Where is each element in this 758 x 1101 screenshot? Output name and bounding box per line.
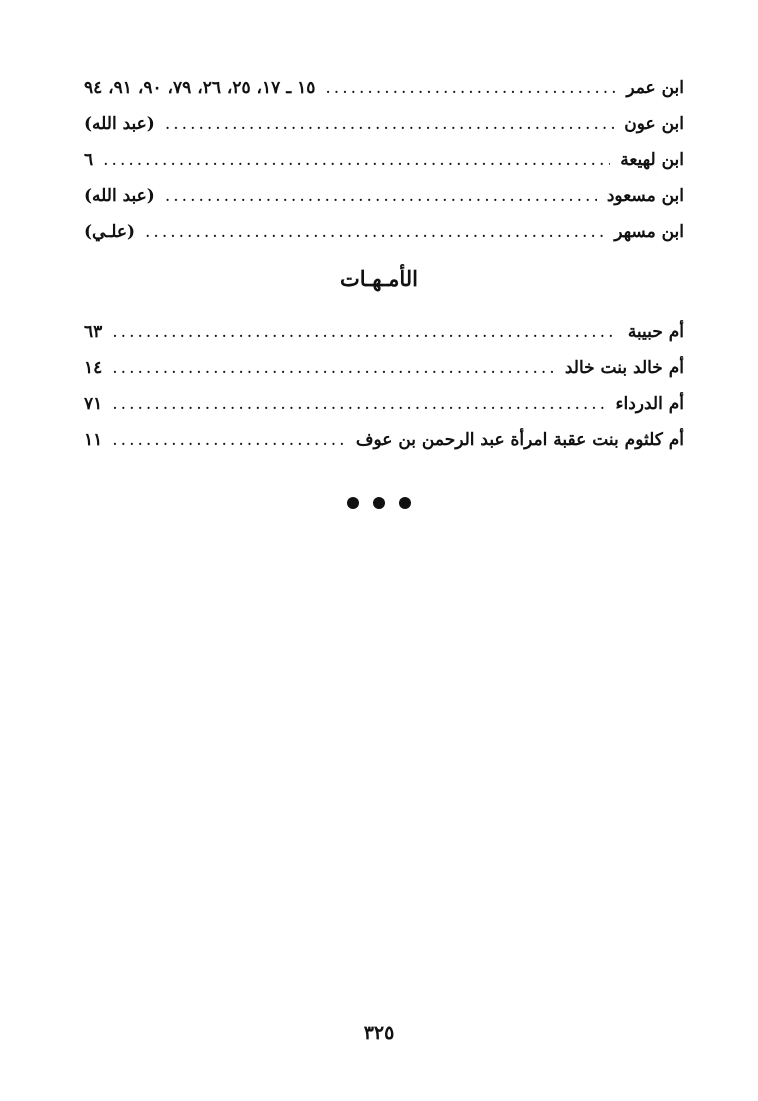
mothers-section-heading: الأمـهـات [339,266,419,291]
index-entry [84,142,684,178]
entry-cross-ref: (علـي) [84,222,136,242]
dot-icon [373,497,385,509]
entry-name: ابن مسعود [606,186,684,206]
index-entry [84,178,684,214]
index-entry [84,314,684,350]
mothers-index-list [84,314,684,458]
index-entry [84,422,684,458]
entry-page-refs: ٧١ [84,394,103,414]
index-entry [84,106,684,142]
entry-page-refs: ١١ [84,430,103,450]
dot-leader [325,70,616,106]
dot-leader [165,106,614,142]
index-entry [84,386,684,422]
names-index-list [84,70,684,250]
dot-icon [399,497,411,509]
entry-page-refs: ١٤ [84,358,103,378]
entry-name: ابن عمر [626,78,684,98]
dot-leader [112,350,555,386]
entry-page-refs: ١٥ ـ ١٧، ٢٥، ٢٦، ٧٩، ٩٠، ٩١، ٩٤ [84,78,316,98]
dot-leader [112,422,346,458]
entry-name: أم الدرداء [615,394,684,414]
entry-name: أم خالد بنت خالد [564,358,684,378]
entry-name: ابن مسهر [614,222,684,242]
entry-name: أم حبيبة [627,322,684,342]
three-dots-ornament-icon [0,497,758,509]
entry-cross-ref: (عبد الله) [84,186,155,206]
entry-cross-ref: (عبد الله) [84,114,155,134]
entry-name: أم كلثوم بنت عقبة امرأة عبد الرحمن بن عوف [355,430,684,450]
dot-icon [347,497,359,509]
index-entry [84,214,684,250]
page-number: ٣٢٥ [363,1022,395,1044]
dot-leader [165,178,597,214]
entry-page-refs: ٦ [84,150,94,170]
index-entry [84,70,684,106]
entry-name: ابن لهيعة [620,150,684,170]
dot-leader [145,214,604,250]
entry-name: ابن عون [624,114,684,134]
index-entry [84,350,684,386]
dot-leader [112,386,605,422]
dot-leader [103,142,610,178]
dot-leader [112,314,618,350]
entry-page-refs: ٦٣ [84,322,103,342]
